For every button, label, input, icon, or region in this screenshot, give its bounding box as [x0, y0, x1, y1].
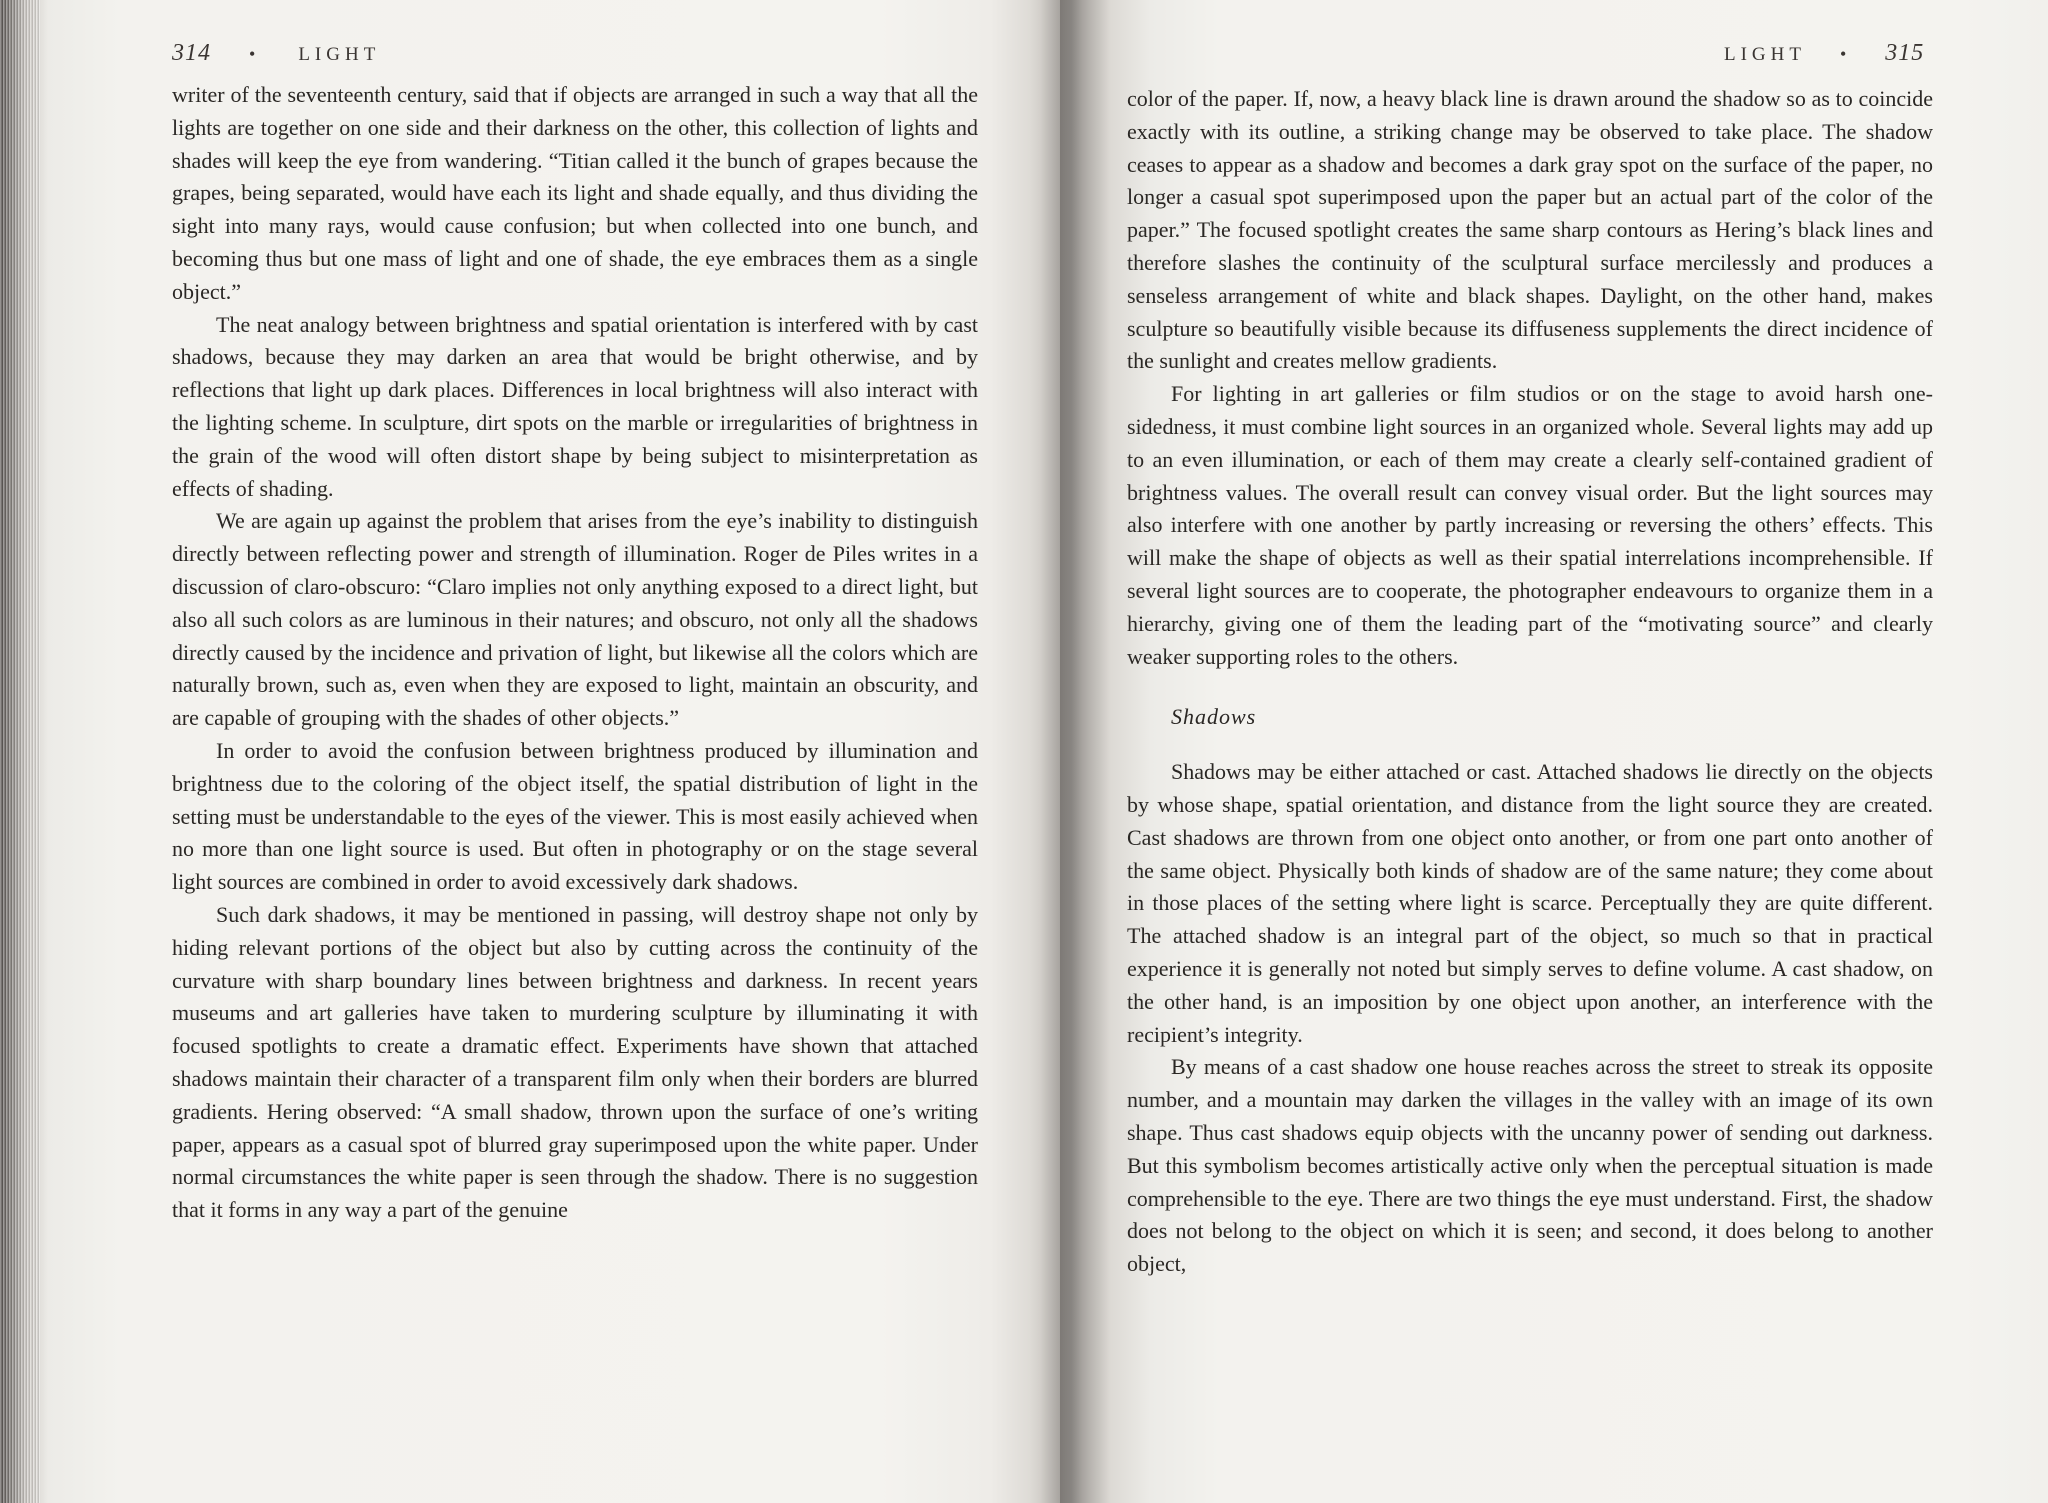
left-page-number: 314	[172, 40, 211, 66]
left-body-text	[172, 79, 978, 1227]
paragraph: For lighting in art galleries or film studios or on the stage to avoid harsh one-sidedness, it must combine light sources in an organized whole. Several lights may add up to an even illumination, or each of them may create a clearly self-contained gradient of brightness values. The overall result can convey visual order. But the light sources may also interfere with one another by partly increasing or reversing the others’ effects. This will make the shape of objects as well as their spatial interrelations incomprehensible. If several light sources are to cooperate, the photographer endeavours to organize them in a hierarchy, giving one of them the leading part of the “motivating source” and clearly weaker supporting roles to the others.	[1127, 381, 1933, 669]
right-body-text	[1127, 83, 1933, 1281]
left-head-bullet: •	[249, 44, 261, 64]
paragraph: We are again up against the problem that arises from the eye’s inability to distinguish directly between reflecting power and strength of illumination. Roger de Piles writes in a discussion of claro-obscuro: “Claro implies not only anything exposed to a direct light, but also all such colors as are luminous in their natures; and obscuro, not only all the shadows directly caused by the incidence and privation of light, but likewise all the colors which are naturally brown, such as, even when they are exposed to light, maintain an obscurity, and are capable of grouping with the shades of other objects.”	[172, 508, 978, 731]
right-page-number: 315	[1885, 40, 1925, 66]
paragraph: color of the paper. If, now, a heavy black line is drawn around the shadow so as to coincide exactly with its outline, a striking change may be observed to take place. The shadow ceases to appear as a shadow and becomes a dark gray spot on the surface of the paper, no longer a casual spot superimposed upon the paper but an actual part of the color of the paper.” The focused spotlight creates the same sharp contours as Hering’s black lines and therefore slashes the continuity of the sculptural surface mercilessly and produces a senseless arrangement of white and black shapes. Daylight, on the other hand, makes sculpture so beautifully visible because its diffuseness supplements the direct incidence of the sunlight and creates mellow gradients.	[1127, 86, 1933, 374]
page-edges	[0, 0, 40, 1503]
gutter-shadow	[1040, 0, 1110, 1503]
paragraph: Such dark shadows, it may be mentioned in passing, will destroy shape not only by hiding relevant portions of the object but also by cutting across the continuity of the curvature with sharp boundary lines between brightness and darkness. In recent years museums and art galleries have taken to murdering sculpture by illuminating it with focused spotlights to create a dramatic effect. Experiments have shown that attached shadows maintain their character of a transparent film only when their borders are blurred gradients. Hering observed: “A small shadow, thrown upon the surface of one’s writing paper, appears as a casual spot of blurred gray superimposed upon the white paper. Under normal circumstances the white paper is seen through the shadow. There is no suggestion that it forms in any way a part of the genuine	[172, 901, 978, 1223]
section-heading: Shadows	[1171, 704, 1257, 730]
left-head-title: LIGHT	[298, 44, 381, 65]
paragraph: The neat analogy between brightness and spatial orientation is interfered with by cast shadows, because they may darken an area that would be bright otherwise, and by reflections that light up dark places. Differences in local brightness will also interact with the lighting scheme. In sculpture, dirt spots on the marble or irregularities of brightness in the grain of the wood will often distort shape by being subject to misinterpretation as effects of shading.	[172, 311, 978, 501]
paragraph: Shadows may be either attached or cast. Attached shadows lie directly on the objects by whose shape, spatial orientation, and distance from the light source they are created. Cast shadows are thrown from one object onto another, or from one part onto another of the same object. Physically both kinds of shadow are of the same nature; they come about in those places of the setting where light is scarce. Perceptually they are quite different. The attached shadow is an integral part of the object, so much so that in practical experience it is generally not noted but simply serves to define volume. A cast shadow, on the other hand, is an imposition by one object upon another, an interference with the recipient’s integrity.	[1127, 759, 1933, 1047]
paragraph: writer of the seventeenth century, said that if objects are arranged in such a way that all the lights are together on one side and their darkness on the other, this collection of lights and shades will keep the eye from wandering. “Titian called it the bunch of grapes because the grapes, being separated, would have each its light and shade equally, and thus dividing the sight into many rays, would cause confusion; but when collected into one bunch, and becoming thus but one mass of light and one of shade, the eye embraces them as a single object.”	[172, 82, 978, 304]
paragraph: By means of a cast shadow one house reaches across the street to streak its opposite number, and a mountain may darken the villages in the valley with an image of its own shape. Thus cast shadows equip objects with the uncanny power of sending out darkness. But this symbolism becomes artistically active only when the perceptual situation is made comprehensible to the eye. There are two things the eye must understand. First, the shadow does not belong to the object on which it is seen; and second, it does belong to another object,	[1127, 1054, 1933, 1277]
right-running-head	[1724, 40, 1924, 67]
right-head-title: LIGHT	[1724, 44, 1806, 65]
right-head-bullet: •	[1839, 44, 1852, 64]
paragraph: In order to avoid the confusion between brightness produced by illumination and brightness due to the coloring of the object itself, the spatial distribution of light in the setting must be understandable to the eyes of the viewer. This is most easily achieved when no more than one light source is used. But often in photography or on the stage several light sources are combined in order to avoid excessively dark shadows.	[172, 737, 978, 895]
left-running-head	[172, 40, 380, 67]
